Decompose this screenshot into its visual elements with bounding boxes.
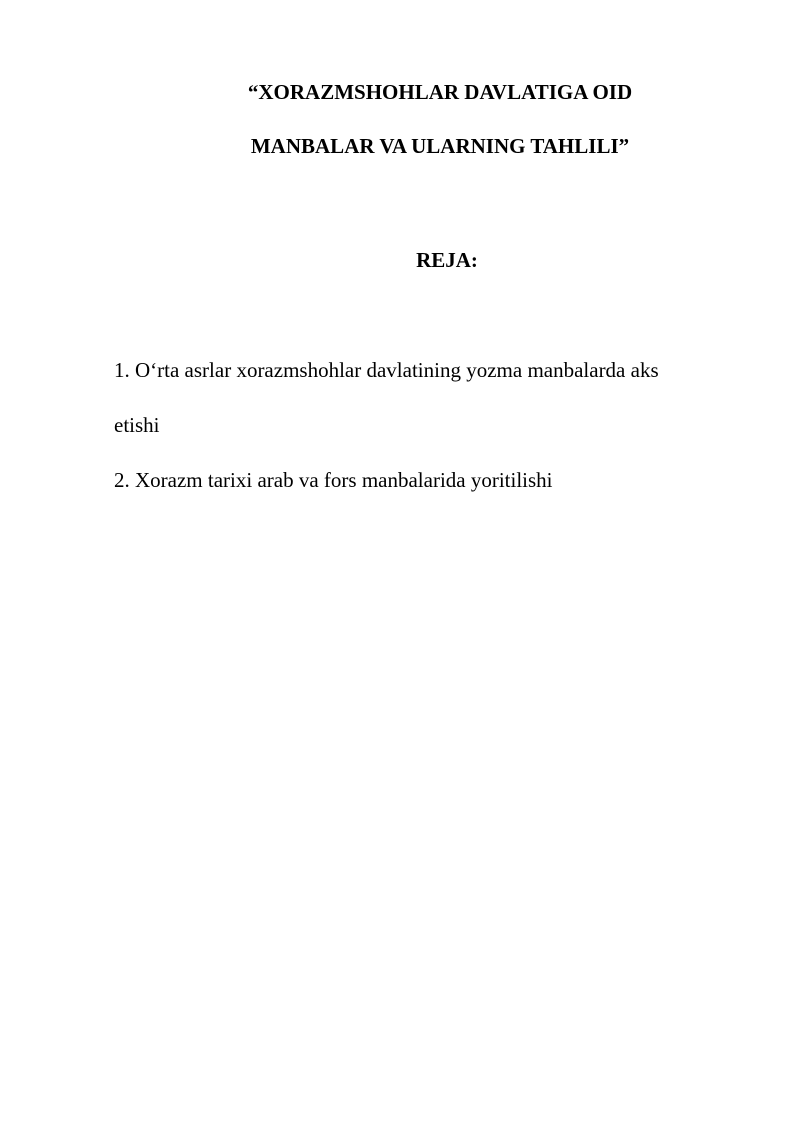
document-title-line-2: MANBALAR VA ULARNING TAHLILI” <box>250 134 630 158</box>
plan-item-2: 2. Xorazm tarixi arab va fors manbalarida yoritilishi <box>114 468 553 492</box>
plan-item-1-line-2: etishi <box>114 413 160 437</box>
plan-item-1-line-1: 1. O‘rta asrlar xorazmshohlar davlatining yozma manbalarda aks <box>114 358 659 382</box>
plan-heading: REJA: <box>416 248 478 272</box>
document-title-line-1: “XORAZMSHOHLAR DAVLATIGA OID <box>247 80 633 104</box>
